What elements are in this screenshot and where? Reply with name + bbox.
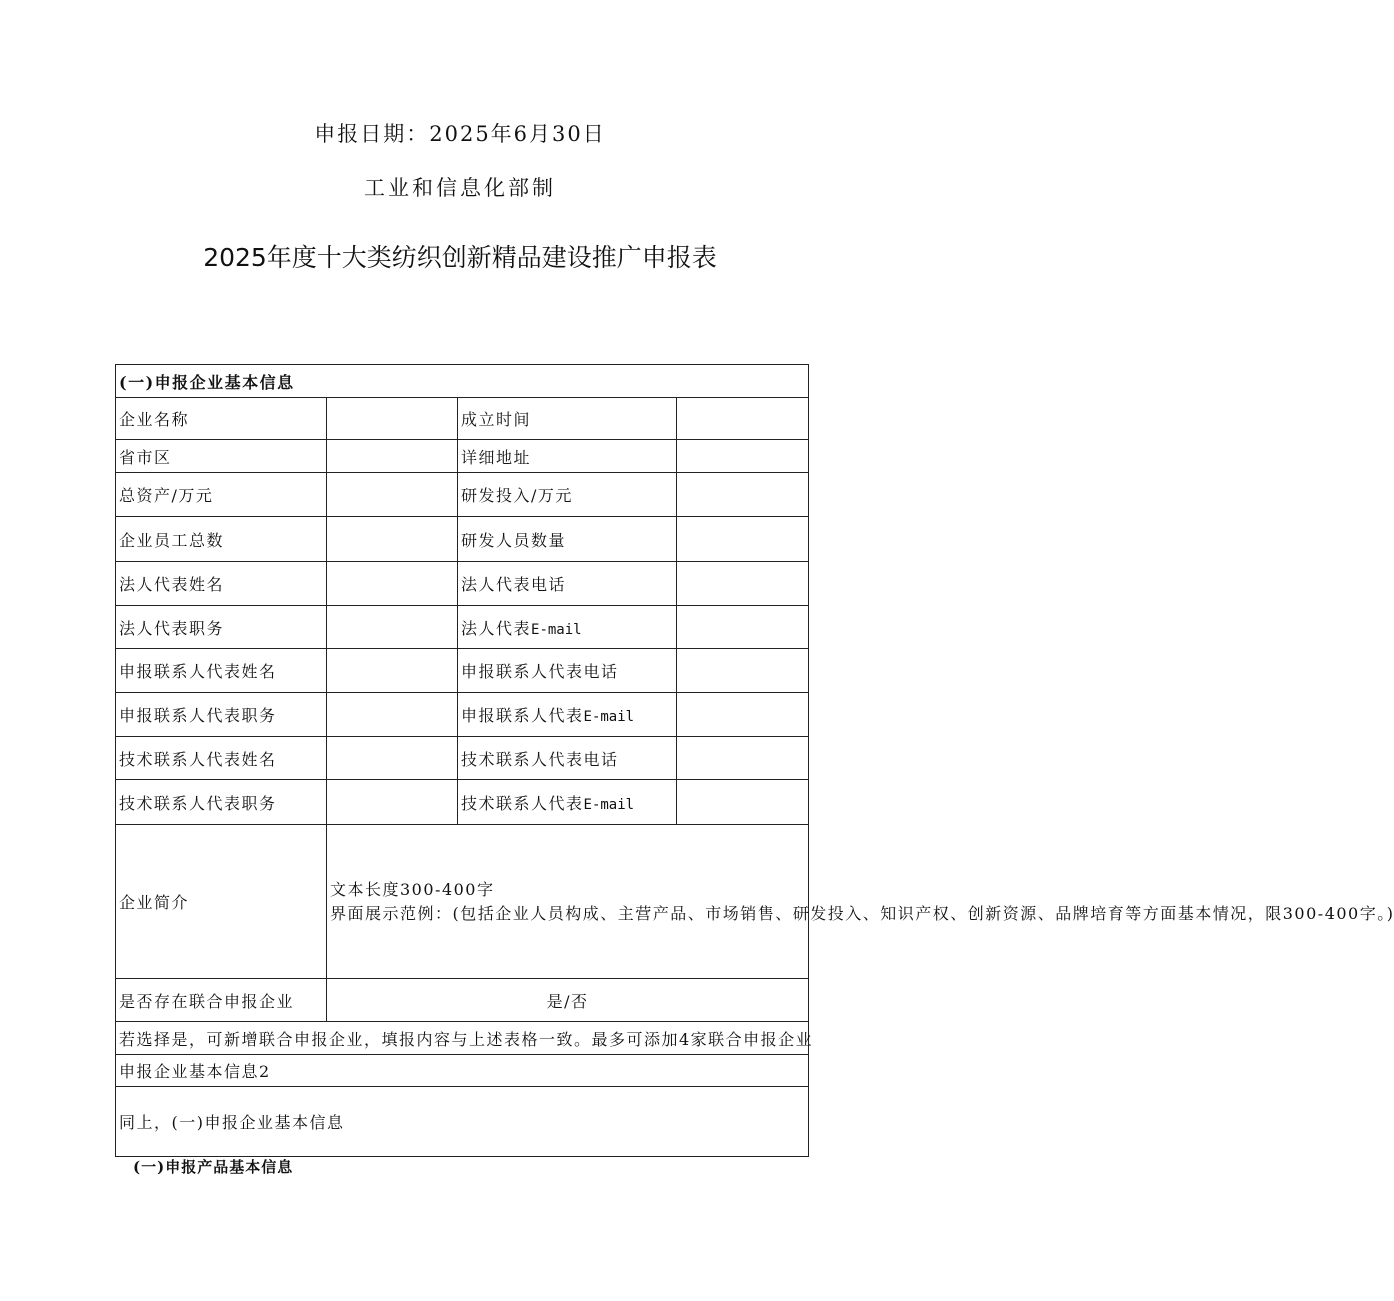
input-legal-rep-phone[interactable] <box>677 562 809 606</box>
input-province[interactable] <box>327 440 458 473</box>
input-tech-contact-email[interactable] <box>677 780 809 825</box>
input-rd-staff[interactable] <box>677 517 809 562</box>
label-rd-staff: 研发人员数量 <box>458 517 677 562</box>
label-legal-rep-title: 法人代表职务 <box>116 606 327 649</box>
label-employee-count: 企业员工总数 <box>116 517 327 562</box>
label-applicant-contact-title: 申报联系人代表职务 <box>116 693 327 737</box>
label-tech-contact-email <box>458 780 677 825</box>
label-email-suffix: E-mail <box>531 621 582 638</box>
label-total-assets: 总资产/万元 <box>116 473 327 517</box>
label-founded-date: 成立时间 <box>458 398 677 440</box>
label-prefix: 法人代表 <box>461 618 532 638</box>
input-legal-rep-title[interactable] <box>327 606 458 649</box>
input-applicant-contact-title[interactable] <box>327 693 458 737</box>
label-tech-contact-title: 技术联系人代表职务 <box>116 780 327 825</box>
label-applicant-contact-name: 申报联系人代表姓名 <box>116 649 327 693</box>
label-email-suffix: E-mail <box>583 709 635 725</box>
input-tech-contact-title[interactable] <box>327 780 458 825</box>
section-title-enterprise: (一)申报企业基本信息 <box>116 365 809 398</box>
declaration-date: 申报日期：2025年6月30日 <box>314 122 606 146</box>
label-prefix: 申报联系人代表 <box>461 706 584 725</box>
section-title-product: (一)申报产品基本信息 <box>133 1158 294 1176</box>
input-employee-count[interactable] <box>327 517 458 562</box>
input-founded-date[interactable] <box>677 398 809 440</box>
input-company-intro[interactable] <box>327 825 1394 979</box>
input-total-assets[interactable] <box>327 473 458 517</box>
enterprise-info-table <box>115 364 1394 1157</box>
input-address[interactable] <box>677 440 809 473</box>
input-tech-contact-name[interactable] <box>327 737 458 780</box>
page-title: 2025年度十大类纺织创新精品建设推广申报表 <box>203 243 717 272</box>
label-joint-application: 是否存在联合申报企业 <box>116 979 327 1022</box>
input-applicant-contact-email[interactable] <box>677 693 809 737</box>
joint-application-note: 若选择是，可新增联合申报企业，填报内容与上述表格一致。最多可添加4家联合申报企业 <box>116 1022 809 1055</box>
input-applicant-contact-name[interactable] <box>327 649 458 693</box>
label-legal-rep-phone: 法人代表电话 <box>458 562 677 606</box>
label-rd-investment: 研发投入/万元 <box>458 473 677 517</box>
label-legal-rep-name: 法人代表姓名 <box>116 562 327 606</box>
label-province: 省市区 <box>116 440 327 473</box>
label-enterprise-info-2: 申报企业基本信息2 <box>116 1055 809 1087</box>
issuer-line: 工业和信息化部制 <box>364 176 556 200</box>
label-company-name: 企业名称 <box>116 398 327 440</box>
enterprise-info-2-same-as: 同上，(一)申报企业基本信息 <box>116 1087 809 1157</box>
input-applicant-contact-phone[interactable] <box>677 649 809 693</box>
input-legal-rep-name[interactable] <box>327 562 458 606</box>
label-email-suffix: E-mail <box>583 796 635 813</box>
input-rd-investment[interactable] <box>677 473 809 517</box>
label-address: 详细地址 <box>458 440 677 473</box>
label-tech-contact-name: 技术联系人代表姓名 <box>116 737 327 780</box>
intro-length-hint: 文本长度300-400字 <box>330 879 495 899</box>
select-joint-application[interactable]: 是/否 <box>327 979 809 1022</box>
input-legal-rep-email[interactable] <box>677 606 809 649</box>
input-tech-contact-phone[interactable] <box>677 737 809 780</box>
input-company-name[interactable] <box>327 398 458 440</box>
label-applicant-contact-email <box>458 693 677 737</box>
label-prefix: 技术联系人代表 <box>461 793 584 813</box>
label-company-intro: 企业简介 <box>116 825 327 979</box>
label-tech-contact-phone: 技术联系人代表电话 <box>458 737 677 780</box>
label-legal-rep-email <box>458 606 677 649</box>
label-applicant-contact-phone: 申报联系人代表电话 <box>458 649 677 693</box>
intro-example-hint: 界面展示范例：(包括企业人员构成、主营产品、市场销售、研发投入、知识产权、创新资源、品牌培育等方面基本情况，限300-400字。) <box>330 903 1394 923</box>
